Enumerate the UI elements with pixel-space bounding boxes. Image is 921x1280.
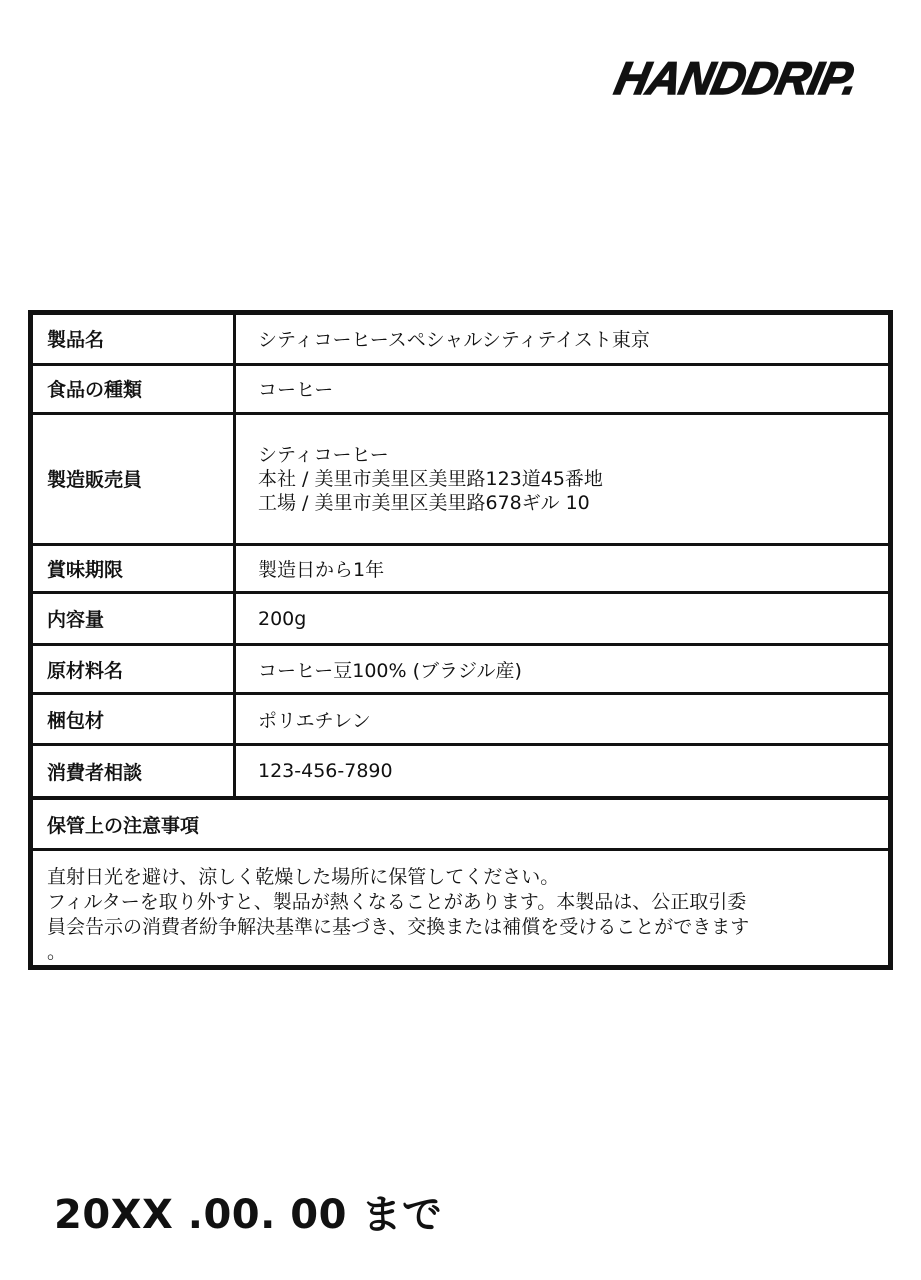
label-row-consumer-contact: [33, 746, 888, 800]
label-key: 消費者相談: [33, 746, 236, 796]
label-row-storage-heading: [33, 800, 888, 851]
label-key: 内容量: [33, 594, 236, 643]
label-key: 製造販売員: [33, 415, 236, 543]
label-row-storage-notes: [33, 851, 888, 965]
manufacturer-name: シティコーヒー: [258, 443, 389, 466]
storage-notes-line: 直射日光を避け、涼しく乾燥した場所に保管してください。: [47, 866, 560, 888]
label-row-ingredients: [33, 646, 888, 695]
label-key: 賞味期限: [33, 546, 236, 592]
label-value: 製造日から1年: [258, 559, 385, 582]
expiry-date: 20XX .00. 00 まで: [54, 1192, 443, 1238]
label-key: 食品の種類: [33, 366, 236, 412]
label-key: 原材料名: [33, 646, 236, 692]
storage-notes-heading: 保管上の注意事項: [47, 814, 200, 837]
brand-logo-wordmark: [606, 50, 876, 106]
factory-address: 工場 / 美里市美里区美里路678ギル 10: [258, 491, 590, 514]
label-value: シティコーヒースペシャルシティテイスト東京: [258, 329, 650, 352]
label-value: 200g: [258, 607, 307, 630]
storage-notes-line: 。: [47, 941, 67, 963]
label-row-net-content: [33, 594, 888, 646]
label-key: 製品名: [33, 315, 236, 363]
label-row-best-before: [33, 546, 888, 595]
product-label-table: [28, 310, 893, 970]
label-value: ポリエチレン: [258, 709, 371, 732]
label-key: 梱包材: [33, 695, 236, 743]
head-office-address: 本社 / 美里市美里区美里路123道45番地: [258, 467, 603, 490]
label-row-food-type: [33, 366, 888, 415]
storage-notes-line: フィルターを取り外すと、製品が熱くなることがあります。本製品は、公正取引委: [47, 891, 747, 913]
label-value: [236, 415, 888, 543]
storage-notes-line: 員会告示の消費者紛争解決基準に基づき、交換または補償を受けることができます: [47, 916, 750, 938]
label-value: コーヒー豆100% (ブラジル産): [258, 659, 522, 682]
brand-logo-text: HANDDRIP.: [610, 52, 863, 104]
brand-logo: [606, 50, 876, 106]
manufacturer-lines: [258, 443, 603, 515]
label-row-manufacturer: [33, 415, 888, 546]
label-value: 123-456-7890: [258, 760, 393, 783]
label-row-packaging: [33, 695, 888, 746]
label-value: コーヒー: [258, 379, 334, 402]
label-row-product-name: [33, 315, 888, 366]
storage-notes: [33, 851, 763, 965]
